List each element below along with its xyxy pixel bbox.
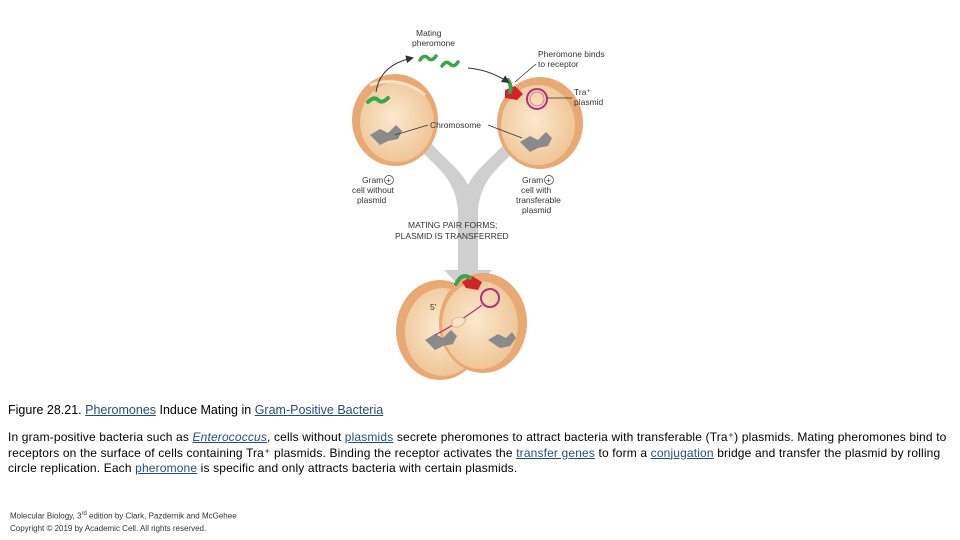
caption-text-6: is specific and only attracts bacteria with certain plasmids. xyxy=(197,461,518,475)
link-pheromone[interactable]: pheromone xyxy=(135,461,198,475)
link-gram-positive-bacteria[interactable]: Gram-Positive Bacteria xyxy=(254,403,384,417)
label-right-transferable: transferable xyxy=(516,195,561,205)
label-right-with: cell with xyxy=(521,185,552,195)
label-receptor: to receptor xyxy=(538,59,579,69)
figure-caption xyxy=(8,430,952,477)
link-enterococcus[interactable] xyxy=(193,430,268,444)
copyright-footer xyxy=(10,508,237,535)
pheromone-1 xyxy=(420,56,436,60)
figure-title xyxy=(8,403,952,417)
figure-svg xyxy=(340,20,640,390)
gram-plus-right: + xyxy=(546,175,551,185)
link-plasmids[interactable]: plasmids xyxy=(344,430,394,444)
footer-line-1 xyxy=(10,508,237,523)
label-right-gram: Gram xyxy=(522,175,544,185)
footer-authors: edition by Clark, Pazdernik and McGehee xyxy=(86,511,237,521)
label-right-plasmid: plasmid xyxy=(522,205,552,215)
label-left-plasmid: plasmid xyxy=(357,195,387,205)
mating-pair xyxy=(396,273,527,380)
label-pair-forms: MATING PAIR FORMS; xyxy=(408,220,498,230)
label-left-gram: Gram xyxy=(362,175,384,185)
right-cell xyxy=(497,77,583,169)
title-prefix: Figure 28.21. xyxy=(8,403,86,417)
link-pheromones[interactable]: Pheromones xyxy=(85,403,157,417)
caption-text-1: In gram-positive bacteria such as xyxy=(8,430,193,444)
label-plasmid-transferred: PLASMID IS TRANSFERRED xyxy=(395,231,509,241)
footer-sup: rd xyxy=(81,511,87,517)
caption-text-5: bridge and transfer the plasmid by rolling circle replication. Each xyxy=(8,445,941,475)
left-cell xyxy=(352,74,438,166)
label-plasmid: plasmid xyxy=(574,97,604,107)
link-transfer-genes[interactable]: transfer genes xyxy=(516,445,595,460)
label-tra: Tra⁺ xyxy=(574,87,591,97)
svg-text:5': 5' xyxy=(430,302,437,312)
enterococcus-text: Enterococcus xyxy=(192,430,268,444)
label-binds: Pheromone binds xyxy=(538,49,605,59)
pheromone-left xyxy=(368,98,388,102)
caption-text-4: to form a xyxy=(595,445,651,460)
label-pheromone: pheromone xyxy=(412,38,456,48)
label-chromosome: Chromosome xyxy=(430,120,482,130)
pheromone-mating-figure xyxy=(340,20,640,390)
process-arrow xyxy=(420,142,516,295)
pheromone-2 xyxy=(442,62,458,66)
caption-text-3: secrete pheromones to attract bacteria with transferable (Tra⁺) plasmids. Mating pheromones bind to receptors on the surface of cells containing Tra⁺ plasmids. Binding the receptor activates the xyxy=(8,430,947,460)
label-left-without: cell without xyxy=(352,185,395,195)
footer-line-2: Copyright © 2019 by Academic Cell. All rights reserved. xyxy=(10,523,207,533)
arrow-bind xyxy=(468,68,508,82)
gram-plus-left: + xyxy=(386,175,391,185)
title-mid: Induce Mating in xyxy=(156,403,255,417)
link-conjugation[interactable]: conjugation xyxy=(650,445,714,460)
label-mating: Mating xyxy=(416,28,442,38)
caption-text-2: , cells without xyxy=(267,430,345,444)
footer-book: Molecular Biology, 3 xyxy=(10,511,82,521)
